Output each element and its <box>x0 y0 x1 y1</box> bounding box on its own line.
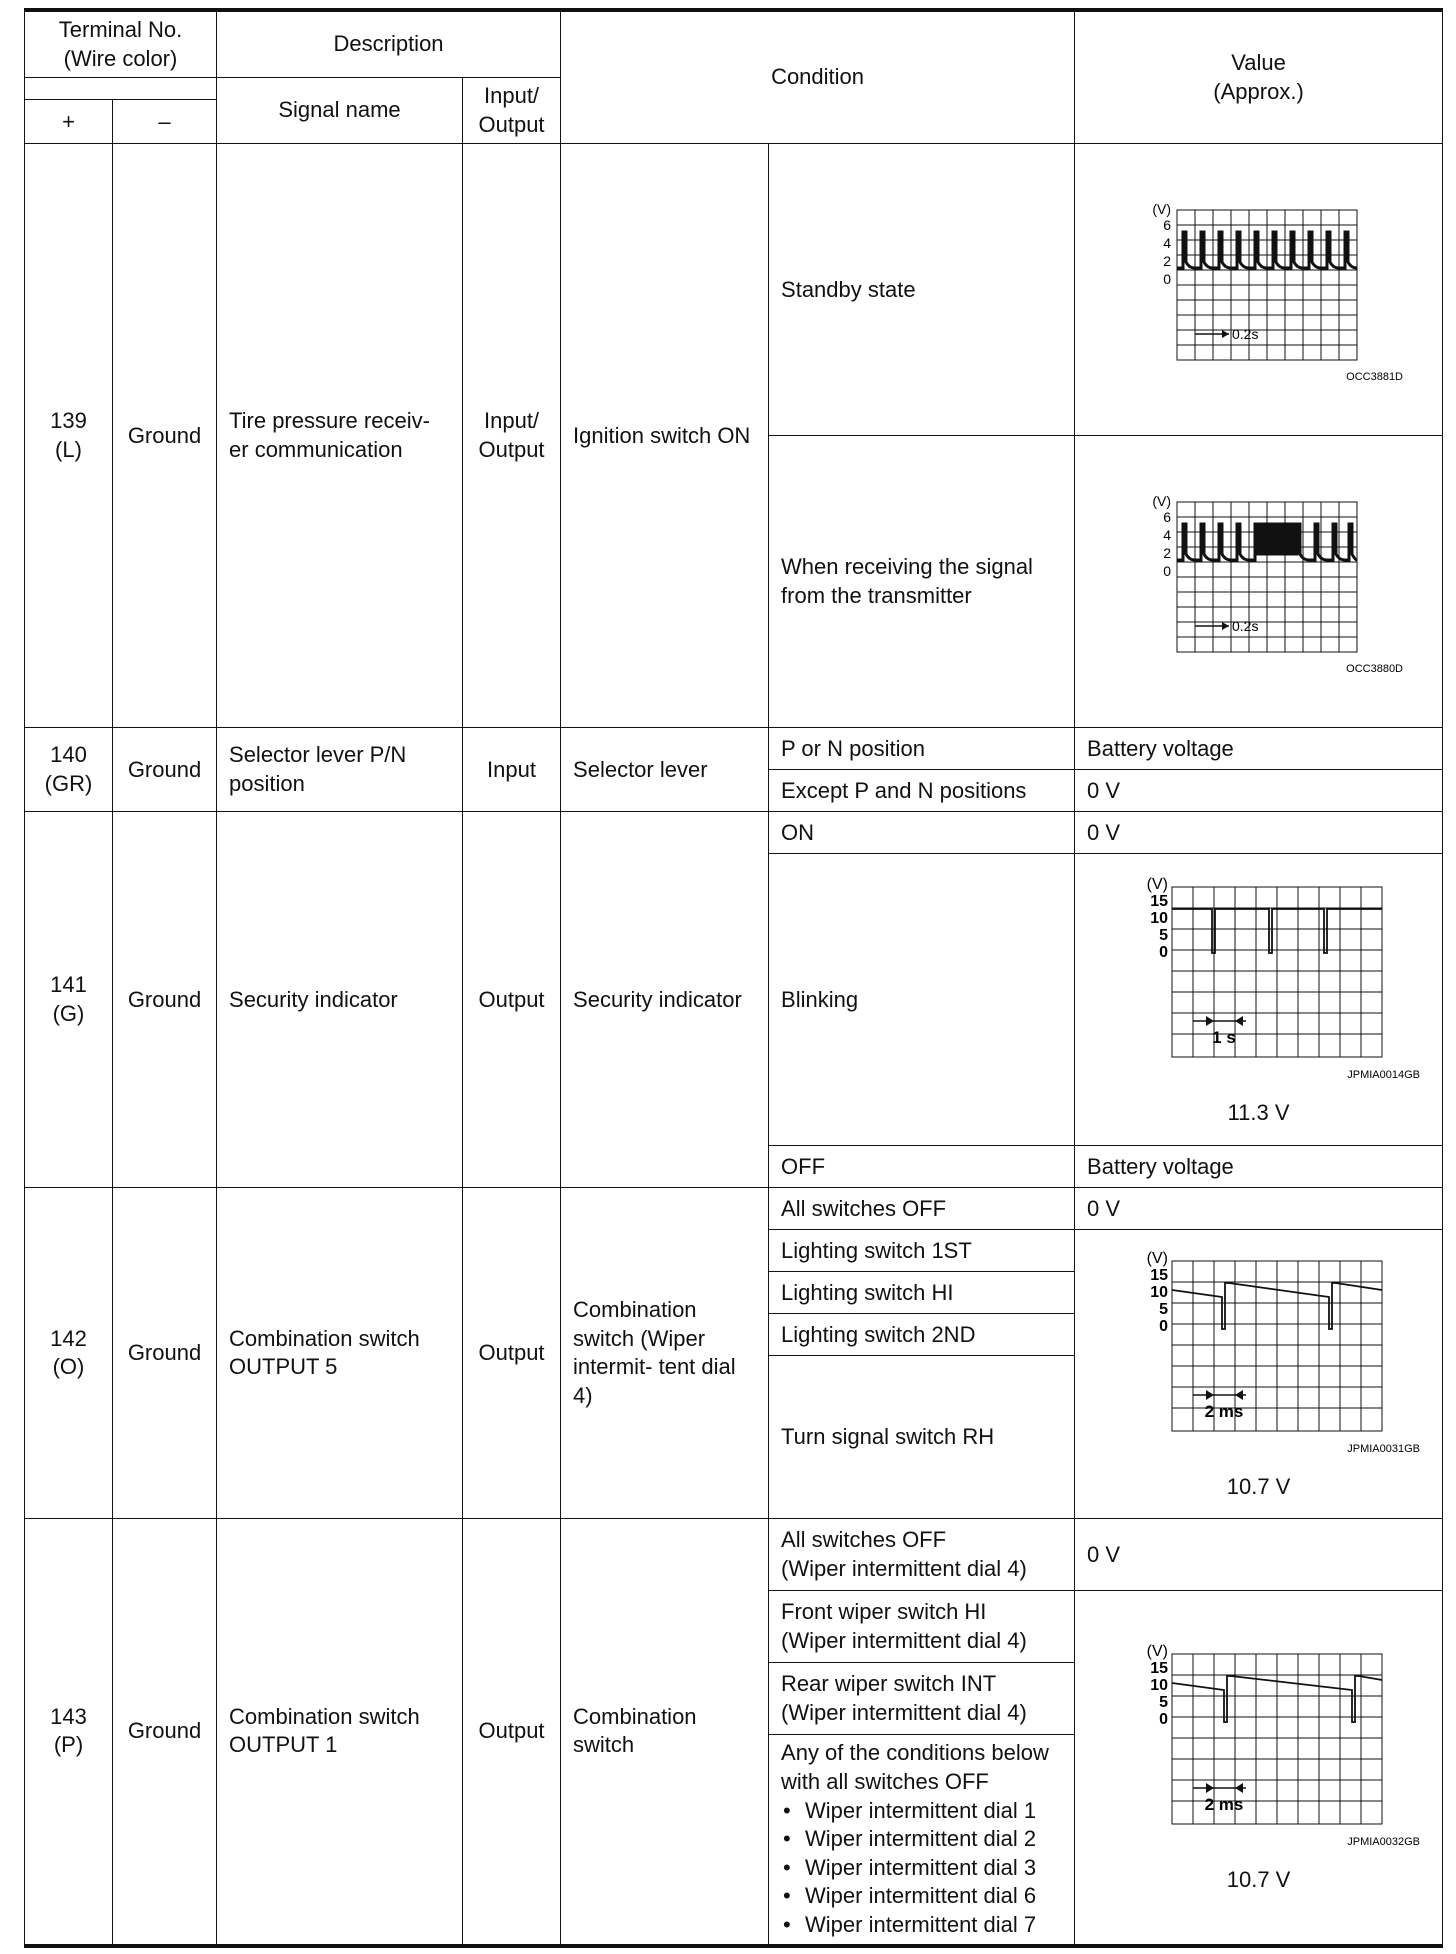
signal-name-143: Combination switch OUTPUT 1 <box>217 1519 463 1946</box>
header-terminal-no <box>25 10 217 78</box>
subcondition-line: (Wiper intermittent dial 4) <box>781 1699 1027 1725</box>
wave-tick-6: 6 <box>1162 508 1171 525</box>
arrow-head-icon <box>1206 1390 1214 1400</box>
header-value <box>1075 10 1443 144</box>
wave-unit: (V) <box>1151 200 1171 217</box>
arrow-head-icon <box>1222 622 1229 630</box>
ground-142: Ground <box>113 1188 217 1519</box>
value-143-waveform <box>1075 1591 1443 1946</box>
wave-tick-0: 0 <box>1162 270 1171 287</box>
figure-code: JPMIA0014GB <box>1346 1068 1420 1081</box>
figure-code: JPMIA0032GB <box>1346 1836 1420 1849</box>
bullet-item: • Wiper intermittent dial 6 <box>805 1882 1062 1911</box>
wave-tick-2: 2 <box>1162 252 1171 269</box>
waveform-jpmia0014gb <box>1094 873 1424 1101</box>
subcondition-line: Front wiper switch HI <box>781 1599 987 1625</box>
header-value-label: Value <box>1231 50 1286 76</box>
wave-unit: (V) <box>1151 492 1171 509</box>
waveform-occ3880d <box>1109 482 1409 682</box>
subcondition-line: All switches OFF <box>781 1527 947 1553</box>
value-142-all-off: 0 V <box>1075 1188 1443 1230</box>
subcondition-line: (Wiper intermittent dial 4) <box>781 1555 1027 1581</box>
wave-tick-10: 10 <box>1149 909 1168 927</box>
ground-140: Ground <box>113 728 217 812</box>
value-139-standby <box>1075 144 1443 436</box>
bullet-item: • Wiper intermittent dial 7 <box>805 1911 1062 1940</box>
wave-tick-10: 10 <box>1149 1677 1168 1695</box>
subcondition-143-all-off <box>769 1519 1075 1591</box>
header-description: Description <box>217 10 561 78</box>
wire-color: (L) <box>55 436 82 462</box>
header-spacer <box>25 78 217 100</box>
terminal-143 <box>25 1519 113 1946</box>
condition-141: Security indicator <box>561 812 769 1188</box>
wave-tick-10: 10 <box>1149 1284 1168 1302</box>
row-143-a <box>25 1519 1443 1591</box>
header-signal-name: Signal name <box>217 78 463 144</box>
terminal-number: 139 <box>50 408 87 434</box>
subcondition-142-2nd: Lighting switch 2ND <box>769 1314 1075 1356</box>
wave-tick-15: 15 <box>1149 1267 1168 1285</box>
header-input-output: Input/ Output <box>463 78 561 144</box>
subcondition-line: with all switches OFF <box>781 1768 989 1794</box>
subcondition-143-front-hi <box>769 1591 1075 1663</box>
arrow-head-icon <box>1206 1783 1214 1793</box>
arrow-head-icon <box>1235 1016 1243 1026</box>
condition-140: Selector lever <box>561 728 769 812</box>
subcondition-141-off: OFF <box>769 1146 1075 1188</box>
bullet-item: • Wiper intermittent dial 1 <box>805 1797 1062 1826</box>
wave-tick-2: 2 <box>1162 544 1171 561</box>
signal-name-140: Selector lever P/N position <box>217 728 463 812</box>
subcondition-139-standby: Standby state <box>769 144 1075 436</box>
wave-tick-0: 0 <box>1158 943 1168 961</box>
figure-code: OCC3881D <box>1345 370 1403 383</box>
bullet-item: • Wiper intermittent dial 3 <box>805 1854 1062 1883</box>
terminal-141 <box>25 812 113 1188</box>
arrow-head-icon <box>1206 1016 1214 1026</box>
header-approx-label: (Approx.) <box>1213 78 1304 104</box>
terminal-spec-table <box>24 8 1443 1948</box>
value-140-except: 0 V <box>1075 770 1443 812</box>
row-142-a <box>25 1188 1443 1230</box>
terminal-number: 141 <box>50 972 87 998</box>
condition-139: Ignition switch ON <box>561 144 769 728</box>
subcondition-line: (Wiper intermittent dial 4) <box>781 1627 1027 1653</box>
wave-tick-5: 5 <box>1158 1301 1168 1319</box>
wave-time-scale: 1 s <box>1211 1027 1236 1047</box>
arrow-head-icon <box>1235 1390 1243 1400</box>
wave-tick-5: 5 <box>1158 926 1168 944</box>
waveform-jpmia0031gb <box>1094 1247 1424 1475</box>
terminal-spec-document <box>24 8 1442 1948</box>
header-plus: + <box>25 100 113 144</box>
wave-tick-5: 5 <box>1158 1694 1168 1712</box>
subcondition-140-except: Except P and N positions <box>769 770 1075 812</box>
row-139-a <box>25 144 1443 436</box>
wave-tick-0: 0 <box>1162 562 1171 579</box>
wave-tick-4: 4 <box>1162 234 1171 251</box>
terminal-number: 143 <box>50 1703 87 1729</box>
terminal-number: 142 <box>50 1325 87 1351</box>
terminal-142 <box>25 1188 113 1519</box>
waveform-value: 11.3 V <box>1227 1099 1290 1125</box>
subcondition-142-hi: Lighting switch HI <box>769 1272 1075 1314</box>
io-141: Output <box>463 812 561 1188</box>
subcondition-line: Any of the conditions below <box>781 1740 1049 1766</box>
subcondition-139-receiving: When receiving the signal from the transmitter <box>769 436 1075 728</box>
subcondition-140-pn: P or N position <box>769 728 1075 770</box>
subcondition-141-blinking: Blinking <box>769 854 1075 1146</box>
wave-tick-0: 0 <box>1158 1711 1168 1729</box>
waveform-value: 10.7 V <box>1226 1867 1291 1893</box>
subcondition-142-turn-rh: Turn signal switch RH <box>769 1356 1075 1519</box>
wave-unit: (V) <box>1146 1643 1168 1661</box>
subcondition-141-on: ON <box>769 812 1075 854</box>
wave-time-scale: 2 ms <box>1204 1402 1243 1422</box>
wave-time-scale: 0.2s <box>1231 617 1259 634</box>
ground-139: Ground <box>113 144 217 728</box>
bullet-item: • Wiper intermittent dial 2 <box>805 1825 1062 1854</box>
wire-color: (GR) <box>44 770 93 796</box>
io-142: Output <box>463 1188 561 1519</box>
row-141-a <box>25 812 1443 854</box>
waveform-value: 10.7 V <box>1226 1474 1291 1500</box>
wire-color: (P) <box>53 1732 84 1758</box>
io-143: Output <box>463 1519 561 1946</box>
wave-unit: (V) <box>1146 875 1168 893</box>
header-row-1 <box>25 10 1443 78</box>
arrow-head-icon <box>1222 330 1229 338</box>
io-139: Input/ Output <box>463 144 561 728</box>
terminal-140 <box>25 728 113 812</box>
value-141-on: 0 V <box>1075 812 1443 854</box>
terminal-139 <box>25 144 113 728</box>
header-terminal-no-label: Terminal No. <box>58 17 183 42</box>
ground-141: Ground <box>113 812 217 1188</box>
waveform-jpmia0032gb <box>1094 1640 1424 1868</box>
signal-name-142: Combination switch OUTPUT 5 <box>217 1188 463 1519</box>
value-142-waveform <box>1075 1230 1443 1519</box>
subcondition-143-rear-int <box>769 1663 1075 1735</box>
figure-code: OCC3880D <box>1345 662 1403 675</box>
header-condition: Condition <box>561 10 1075 144</box>
wave-time-scale: 2 ms <box>1204 1795 1243 1815</box>
value-141-off: Battery voltage <box>1075 1146 1443 1188</box>
value-139-receiving <box>1075 436 1443 728</box>
header-minus: – <box>113 100 217 144</box>
figure-code: JPMIA0031GB <box>1346 1443 1420 1456</box>
subcondition-142-1st: Lighting switch 1ST <box>769 1230 1075 1272</box>
signal-name-141: Security indicator <box>217 812 463 1188</box>
wave-time-scale: 0.2s <box>1231 325 1259 342</box>
terminal-number: 140 <box>50 742 87 768</box>
io-140: Input <box>463 728 561 812</box>
wave-unit: (V) <box>1146 1250 1168 1268</box>
wave-tick-15: 15 <box>1149 1660 1168 1678</box>
ground-143: Ground <box>113 1519 217 1946</box>
row-140-a <box>25 728 1443 770</box>
condition-143: Combination switch <box>561 1519 769 1946</box>
wire-color: (O) <box>52 1354 85 1380</box>
value-143-all-off: 0 V <box>1075 1519 1443 1591</box>
subcondition-143-any <box>769 1735 1075 1946</box>
wire-color: (G) <box>52 1000 85 1026</box>
header-wire-color-label: (Wire color) <box>63 45 178 71</box>
signal-name-139: Tire pressure receiv- er communication <box>217 144 463 728</box>
waveform-occ3881d <box>1109 190 1409 390</box>
wave-tick-4: 4 <box>1162 526 1171 543</box>
arrow-head-icon <box>1235 1783 1243 1793</box>
wave-tick-15: 15 <box>1149 892 1168 910</box>
condition-142: Combination switch (Wiper intermit- tent dial 4) <box>561 1188 769 1519</box>
wave-tick-6: 6 <box>1162 216 1171 233</box>
subcondition-line: Rear wiper switch INT <box>781 1671 997 1697</box>
value-140-pn: Battery voltage <box>1075 728 1443 770</box>
dial-bullet-list <box>781 1797 1062 1940</box>
wave-tick-0: 0 <box>1158 1318 1168 1336</box>
value-141-blinking <box>1075 854 1443 1146</box>
subcondition-142-all-off: All switches OFF <box>769 1188 1075 1230</box>
